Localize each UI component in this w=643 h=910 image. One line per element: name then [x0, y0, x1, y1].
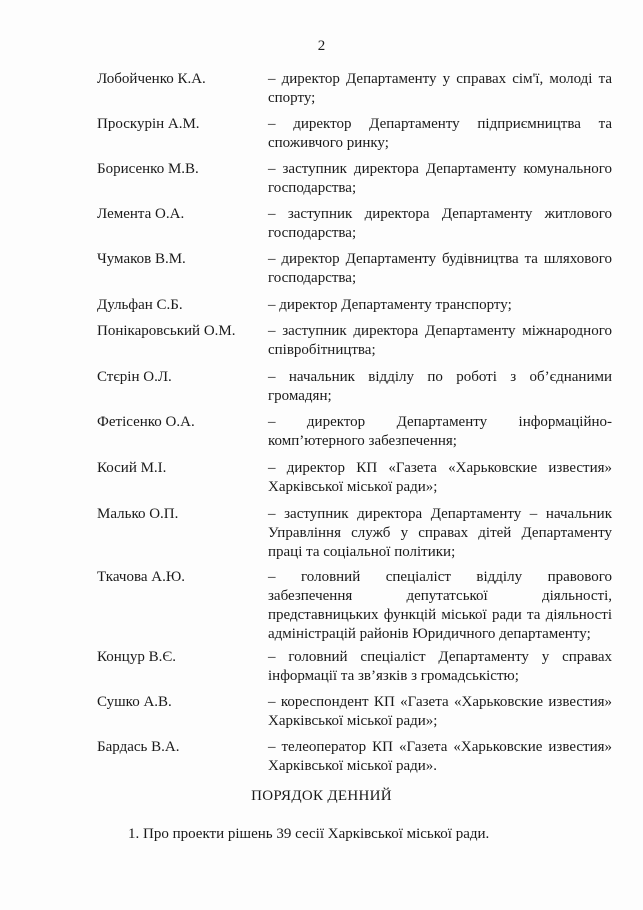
attendee-name: Бардась В.А.: [97, 739, 180, 755]
attendee-role-line: господарства;: [268, 225, 357, 241]
attendee-role-line: – заступник директора Департаменту комунального: [268, 161, 612, 177]
attendee-role: [268, 568, 612, 644]
attendee-role: [268, 115, 612, 153]
attendee-role-line: Харківської міської ради»;: [268, 479, 438, 495]
attendee-role-line: споживчого ринку;: [268, 135, 389, 151]
attendee-name: Чумаков В.М.: [97, 251, 186, 267]
attendee-role: [268, 505, 612, 562]
attendee-role-line: Управління служб у справах дітей Департаменту: [268, 525, 612, 541]
attendee-name: Проскурін А.М.: [97, 116, 200, 132]
attendee-role: [268, 648, 612, 686]
attendee-role-line: Харківської міської ради»;: [268, 713, 438, 729]
attendee-name: Сушко А.В.: [97, 694, 172, 710]
attendee-role: [268, 296, 612, 315]
attendee-role: [268, 693, 612, 731]
attendee-role-line: адміністрацій районів Юридичного департаменту;: [268, 626, 591, 642]
attendee-role-line: – заступник директора Департаменту міжнародного: [268, 323, 612, 339]
attendee-name: Лобойченко К.А.: [97, 71, 206, 87]
attendee-name: Лемента О.А.: [97, 206, 185, 222]
attendee-role: [268, 322, 612, 360]
attendee-role: [268, 738, 612, 776]
agenda-item: 1. Про проекти рішень 39 сесії Харківської міської ради.: [128, 826, 490, 842]
page-number: 2: [317, 38, 326, 54]
attendee-name: Стєрін О.Л.: [97, 369, 172, 385]
attendee-role-line: представницьких функцій міської ради та діяльності: [268, 607, 612, 623]
attendee-role: [268, 70, 612, 108]
attendee-role-line: комп’ютерного забезпечення;: [268, 433, 457, 449]
attendee-role: [268, 205, 612, 243]
attendee-name: Ткачова А.Ю.: [97, 569, 185, 585]
attendee-role-line: господарства;: [268, 180, 357, 196]
attendee-role-line: – заступник директора Департаменту житлового: [268, 206, 612, 222]
attendee-role-line: – директор Департаменту у справах сім'ї, молоді та: [268, 71, 612, 87]
attendee-role-line: – директор Департаменту інформаційно-: [268, 414, 612, 430]
attendee-name: Концур В.Є.: [97, 649, 176, 665]
attendee-name: Дульфан С.Б.: [97, 297, 183, 313]
attendee-role-line: – телеоператор КП «Газета «Харьковские известия»: [268, 739, 612, 755]
attendee-role-line: забезпечення депутатської діяльності,: [268, 588, 612, 604]
attendee-role-line: господарства;: [268, 270, 357, 286]
attendee-name: Малько О.П.: [97, 506, 179, 522]
attendee-role-line: праці та соціальної політики;: [268, 544, 456, 560]
attendee-role-line: інформації та зв’язків з громадськістю;: [268, 668, 519, 684]
attendee-role-line: спорту;: [268, 90, 316, 106]
attendee-role: [268, 368, 612, 406]
attendee-role-line: – головний спеціаліст відділу правового: [268, 569, 612, 585]
attendee-role-line: громадян;: [268, 388, 332, 404]
attendee-role-line: – начальник відділу по роботі з об’єднаними: [268, 369, 612, 385]
attendee-role: [268, 160, 612, 198]
attendee-name: Понікаровський О.М.: [97, 323, 236, 339]
attendee-role-line: – директор Департаменту будівництва та шляхового: [268, 251, 612, 267]
attendee-role-line: – директор Департаменту підприємництва та: [268, 116, 612, 132]
attendee-role-line: – директор КП «Газета «Харьковские известия»: [268, 460, 612, 476]
attendee-role-line: – головний спеціаліст Департаменту у справах: [268, 649, 612, 665]
attendee-name: Косий М.І.: [97, 460, 167, 476]
attendee-name: Борисенко М.В.: [97, 161, 199, 177]
attendee-role-line: – директор Департаменту транспорту;: [268, 297, 512, 313]
attendee-role-line: – кореспондент КП «Газета «Харьковские известия»: [268, 694, 612, 710]
attendee-name: Фетісенко О.А.: [97, 414, 195, 430]
attendee-role: [268, 413, 612, 451]
attendee-role-line: співробітництва;: [268, 342, 376, 358]
attendee-role-line: – заступник директора Департаменту – начальник: [268, 506, 612, 522]
attendee-role: [268, 250, 612, 288]
agenda-heading: ПОРЯДОК ДЕННИЙ: [251, 788, 392, 804]
attendee-role-line: Харківської міської ради».: [268, 758, 438, 774]
attendee-role: [268, 459, 612, 497]
